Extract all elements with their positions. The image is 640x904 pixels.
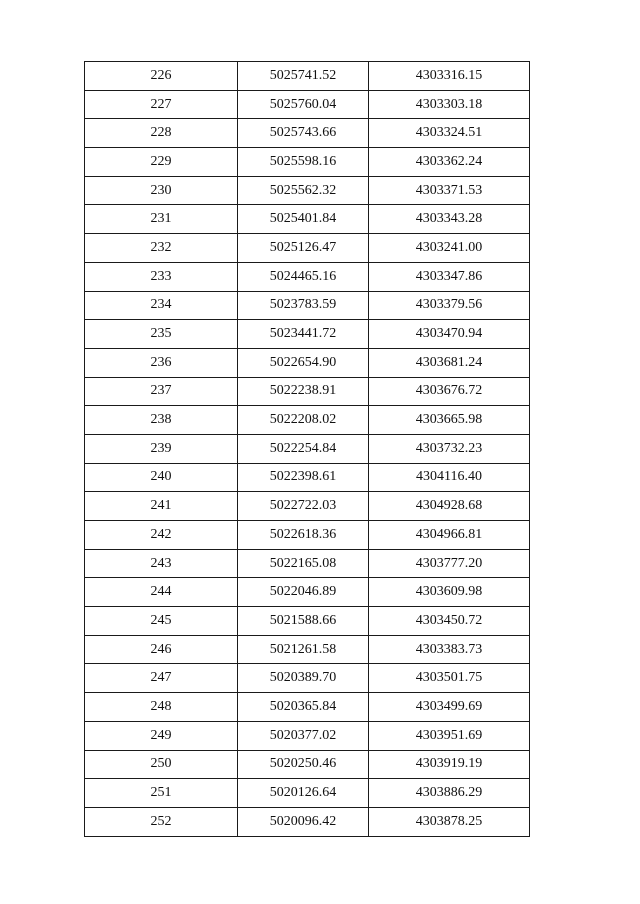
table-row xyxy=(85,664,530,693)
y-coordinate-cell: 4303886.29 xyxy=(369,779,530,808)
y-coordinate-cell: 4304966.81 xyxy=(369,521,530,550)
y-coordinate-cell: 4303676.72 xyxy=(369,377,530,406)
table-row xyxy=(85,578,530,607)
x-coordinate-cell: 5021261.58 xyxy=(238,635,369,664)
table-row xyxy=(85,119,530,148)
point-number-cell: 238 xyxy=(85,406,238,435)
x-coordinate-cell: 5020377.02 xyxy=(238,721,369,750)
y-coordinate-cell: 4303499.69 xyxy=(369,693,530,722)
point-number-cell: 227 xyxy=(85,90,238,119)
point-number-cell: 233 xyxy=(85,262,238,291)
point-number-cell: 226 xyxy=(85,62,238,91)
y-coordinate-cell: 4303343.28 xyxy=(369,205,530,234)
table-row xyxy=(85,234,530,263)
table-row xyxy=(85,291,530,320)
point-number-cell: 245 xyxy=(85,607,238,636)
table-row xyxy=(85,693,530,722)
y-coordinate-cell: 4303347.86 xyxy=(369,262,530,291)
point-number-cell: 241 xyxy=(85,492,238,521)
table-row xyxy=(85,320,530,349)
point-number-cell: 240 xyxy=(85,463,238,492)
x-coordinate-cell: 5021588.66 xyxy=(238,607,369,636)
point-number-cell: 246 xyxy=(85,635,238,664)
x-coordinate-cell: 5020389.70 xyxy=(238,664,369,693)
y-coordinate-cell: 4303371.53 xyxy=(369,176,530,205)
table-row xyxy=(85,807,530,836)
x-coordinate-cell: 5025598.16 xyxy=(238,148,369,177)
point-number-cell: 243 xyxy=(85,549,238,578)
x-coordinate-cell: 5022165.08 xyxy=(238,549,369,578)
y-coordinate-cell: 4303303.18 xyxy=(369,90,530,119)
point-number-cell: 229 xyxy=(85,148,238,177)
x-coordinate-cell: 5022398.61 xyxy=(238,463,369,492)
x-coordinate-cell: 5020126.64 xyxy=(238,779,369,808)
point-number-cell: 235 xyxy=(85,320,238,349)
table-row xyxy=(85,148,530,177)
y-coordinate-cell: 4303324.51 xyxy=(369,119,530,148)
x-coordinate-cell: 5025741.52 xyxy=(238,62,369,91)
y-coordinate-cell: 4303665.98 xyxy=(369,406,530,435)
y-coordinate-cell: 4303362.24 xyxy=(369,148,530,177)
x-coordinate-cell: 5025760.04 xyxy=(238,90,369,119)
point-number-cell: 236 xyxy=(85,348,238,377)
table-row xyxy=(85,262,530,291)
y-coordinate-cell: 4303732.23 xyxy=(369,434,530,463)
x-coordinate-cell: 5025743.66 xyxy=(238,119,369,148)
x-coordinate-cell: 5025126.47 xyxy=(238,234,369,263)
x-coordinate-cell: 5022208.02 xyxy=(238,406,369,435)
y-coordinate-cell: 4303383.73 xyxy=(369,635,530,664)
x-coordinate-cell: 5022046.89 xyxy=(238,578,369,607)
y-coordinate-cell: 4304116.40 xyxy=(369,463,530,492)
point-number-cell: 237 xyxy=(85,377,238,406)
table-row xyxy=(85,521,530,550)
point-number-cell: 239 xyxy=(85,434,238,463)
x-coordinate-cell: 5023783.59 xyxy=(238,291,369,320)
coordinate-table-body xyxy=(85,62,530,837)
x-coordinate-cell: 5022654.90 xyxy=(238,348,369,377)
point-number-cell: 231 xyxy=(85,205,238,234)
table-row xyxy=(85,750,530,779)
x-coordinate-cell: 5024465.16 xyxy=(238,262,369,291)
x-coordinate-cell: 5020096.42 xyxy=(238,807,369,836)
y-coordinate-cell: 4303919.19 xyxy=(369,750,530,779)
y-coordinate-cell: 4303241.00 xyxy=(369,234,530,263)
x-coordinate-cell: 5023441.72 xyxy=(238,320,369,349)
table-row xyxy=(85,348,530,377)
table-row xyxy=(85,492,530,521)
point-number-cell: 242 xyxy=(85,521,238,550)
y-coordinate-cell: 4303379.56 xyxy=(369,291,530,320)
x-coordinate-cell: 5020250.46 xyxy=(238,750,369,779)
table-row xyxy=(85,721,530,750)
table-row xyxy=(85,635,530,664)
y-coordinate-cell: 4303501.75 xyxy=(369,664,530,693)
table-row xyxy=(85,549,530,578)
table-row xyxy=(85,176,530,205)
x-coordinate-cell: 5025562.32 xyxy=(238,176,369,205)
table-row xyxy=(85,463,530,492)
point-number-cell: 250 xyxy=(85,750,238,779)
table-row xyxy=(85,62,530,91)
point-number-cell: 228 xyxy=(85,119,238,148)
point-number-cell: 247 xyxy=(85,664,238,693)
y-coordinate-cell: 4303951.69 xyxy=(369,721,530,750)
table-row xyxy=(85,90,530,119)
point-number-cell: 249 xyxy=(85,721,238,750)
y-coordinate-cell: 4303681.24 xyxy=(369,348,530,377)
table-row xyxy=(85,205,530,234)
y-coordinate-cell: 4303878.25 xyxy=(369,807,530,836)
point-number-cell: 232 xyxy=(85,234,238,263)
table-row xyxy=(85,779,530,808)
x-coordinate-cell: 5022722.03 xyxy=(238,492,369,521)
x-coordinate-cell: 5022238.91 xyxy=(238,377,369,406)
x-coordinate-cell: 5025401.84 xyxy=(238,205,369,234)
point-number-cell: 248 xyxy=(85,693,238,722)
y-coordinate-cell: 4303777.20 xyxy=(369,549,530,578)
table-row xyxy=(85,434,530,463)
coordinate-table xyxy=(84,61,530,837)
y-coordinate-cell: 4303609.98 xyxy=(369,578,530,607)
x-coordinate-cell: 5022254.84 xyxy=(238,434,369,463)
x-coordinate-cell: 5020365.84 xyxy=(238,693,369,722)
point-number-cell: 251 xyxy=(85,779,238,808)
point-number-cell: 234 xyxy=(85,291,238,320)
y-coordinate-cell: 4303470.94 xyxy=(369,320,530,349)
point-number-cell: 244 xyxy=(85,578,238,607)
table-row xyxy=(85,406,530,435)
x-coordinate-cell: 5022618.36 xyxy=(238,521,369,550)
point-number-cell: 230 xyxy=(85,176,238,205)
y-coordinate-cell: 4303450.72 xyxy=(369,607,530,636)
y-coordinate-cell: 4303316.15 xyxy=(369,62,530,91)
table-row xyxy=(85,377,530,406)
point-number-cell: 252 xyxy=(85,807,238,836)
y-coordinate-cell: 4304928.68 xyxy=(369,492,530,521)
table-row xyxy=(85,607,530,636)
